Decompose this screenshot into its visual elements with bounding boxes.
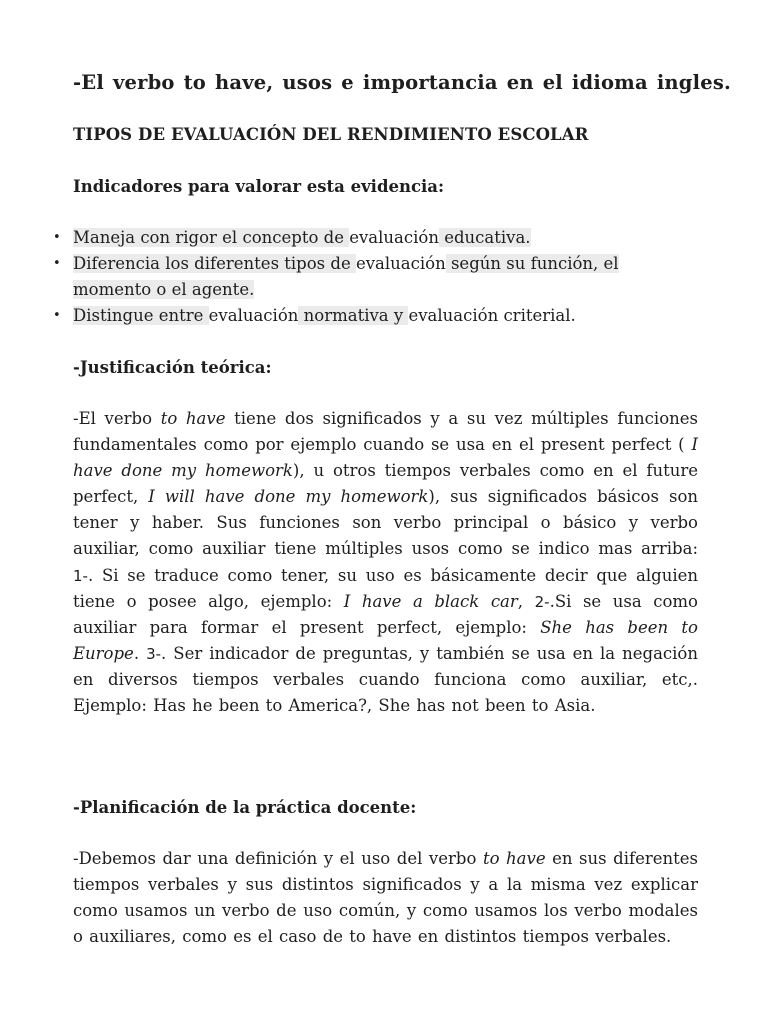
list-item: • Maneja con rigor el concepto de evaluación educativa. xyxy=(73,225,698,251)
justification-paragraph: -El verbo to have tiene dos significados y a su vez múltiples funciones fundamentales como por ejemplo cuando se usa en el present perfect ( I have done my homework), u otros tiempos verbales como en el future perfect, I will have done my homework), sus significados básicos son tener y haber. Sus funciones son verbo principal o básico y verbo auxiliar, como auxiliar tiene múltiples usos como se indico mas arriba: 1-. Si se traduce como tener, su uso es básicamente decir que alguien tiene o posee algo, ejemplo: I have a black car, 2-.Si se usa como auxiliar para formar el present perfect, ejemplo: She has been to Europe. 3-. Ser indicador de preguntas, y también se usa en la negación en diversos tiempos verbales cuando funciona como auxiliar, etc,. Ejemplo: Has he been to America?, She has not been to Asia. xyxy=(73,409,699,716)
document-page xyxy=(53,68,732,947)
bullet-icon: • xyxy=(53,230,61,245)
planning-heading: -Planificación de la práctica docente: xyxy=(73,798,417,817)
list-item: • Distingue entre evaluación normativa y evaluación criterial. xyxy=(73,303,698,329)
justification-heading: -Justificación teórica: xyxy=(73,358,272,377)
indicators-list xyxy=(53,225,698,329)
document-subtitle: TIPOS DE EVALUACIÓN DEL RENDIMIENTO ESCOLAR xyxy=(73,125,589,144)
list-item: • Diferencia los diferentes tipos de evaluación según su función, el momento o el agente. xyxy=(73,251,698,303)
planning-paragraph: -Debemos dar una definición y el uso del verbo to have en sus diferentes tiempos verbales y sus distintos significados y a la misma vez explicar como usamos un verbo de uso común, y como usamos los verbo modales o auxiliares, como es el caso de to have en distintos tiempos verbales. xyxy=(73,849,699,947)
indicators-heading: Indicadores para valorar esta evidencia: xyxy=(73,177,445,196)
document-title: -El verbo to have, usos e importancia en el idioma ingles. xyxy=(73,71,732,94)
bullet-icon: • xyxy=(53,308,61,323)
bullet-icon: • xyxy=(53,256,61,271)
